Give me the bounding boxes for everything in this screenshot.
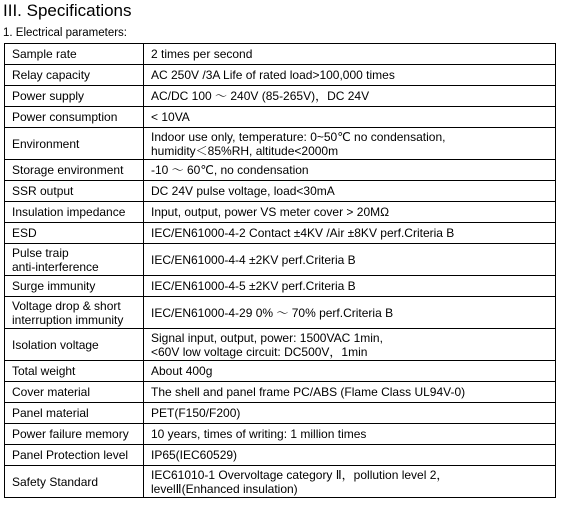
row-label: Power supply [5, 86, 144, 107]
row-label [5, 297, 144, 329]
table-row [5, 276, 556, 297]
row-value: IEC/EN61000-4-4 ±2KV perf.Criteria B [144, 244, 556, 276]
row-value: AC/DC 100 ～ 240V (85-265V)，DC 24V [144, 86, 556, 107]
table-row [5, 223, 556, 244]
row-value: IEC/EN61000-4-29 0% ～ 70% perf.Criteria B [144, 297, 556, 329]
row-value: Input, output, power VS meter cover > 20MΩ [144, 202, 556, 223]
row-value: AC 250V /3A Life of rated load>100,000 times [144, 65, 556, 86]
row-value: The shell and panel frame PC/ABS (Flame Class UL94V-0) [144, 382, 556, 403]
row-label-line: Pulse traip [12, 245, 69, 260]
table-row [5, 160, 556, 181]
row-label: Cover material [5, 382, 144, 403]
table-row [5, 65, 556, 86]
table-row [5, 86, 556, 107]
table-row [5, 361, 556, 382]
row-label: Power consumption [5, 107, 144, 128]
row-value-line: levelⅡ(Enhanced insulation) [151, 481, 298, 496]
row-label: Panel Protection level [5, 445, 144, 466]
table-row [5, 445, 556, 466]
row-label-line: Voltage drop & short [12, 298, 121, 313]
table-row [5, 382, 556, 403]
row-value [144, 329, 556, 361]
row-value: IEC/EN61000-4-5 ±2KV perf.Criteria B [144, 276, 556, 297]
spec-table [4, 43, 556, 498]
row-value-line: Signal input, output, power: 1500VAC 1min, [151, 330, 383, 345]
row-value: 10 years, times of writing: 1 million times [144, 424, 556, 445]
table-row [5, 297, 556, 329]
table-row [5, 128, 556, 160]
row-label: Relay capacity [5, 65, 144, 86]
table-row [5, 424, 556, 445]
row-label: Sample rate [5, 44, 144, 65]
row-value: DC 24V pulse voltage, load<30mA [144, 181, 556, 202]
row-label: Storage environment [5, 160, 144, 181]
table-row [5, 466, 556, 498]
row-value [144, 128, 556, 160]
row-label: Power failure memory [5, 424, 144, 445]
table-row [5, 244, 556, 276]
table-row [5, 107, 556, 128]
row-value: About 400g [144, 361, 556, 382]
row-label: Safety Standard [5, 466, 144, 498]
row-label: Total weight [5, 361, 144, 382]
row-value: 2 times per second [144, 44, 556, 65]
row-label: Environment [5, 128, 144, 160]
row-value-line: humidity＜85%RH, altitude<2000m [151, 143, 339, 158]
row-label: Panel material [5, 403, 144, 424]
row-value: < 10VA [144, 107, 556, 128]
row-label-line: anti-interference [12, 259, 99, 274]
row-value-line: IEC61010-1 Overvoltage category Ⅱ，pollution level 2， [151, 467, 449, 482]
page-title: III. Specifications [3, 1, 132, 20]
row-label: Isolation voltage [5, 329, 144, 361]
row-label: Surge immunity [5, 276, 144, 297]
section-subtitle: 1. Electrical parameters: [3, 27, 127, 39]
table-row [5, 403, 556, 424]
row-value [144, 466, 556, 498]
row-value: PET(F150/F200) [144, 403, 556, 424]
row-label [5, 244, 144, 276]
row-value-line: <60V low voltage circuit: DC500V，1min [151, 344, 368, 359]
table-row [5, 181, 556, 202]
row-value: IEC/EN61000-4-2 Contact ±4KV /Air ±8KV perf.Criteria B [144, 223, 556, 244]
table-row [5, 202, 556, 223]
row-value: -10 ～ 60℃, no condensation [144, 160, 556, 181]
row-label: Insulation impedance [5, 202, 144, 223]
row-value-line: Indoor use only, temperature: 0~50℃ no condensation, [151, 129, 446, 144]
table-row [5, 44, 556, 65]
row-label: ESD [5, 223, 144, 244]
row-label-line: interruption immunity [12, 312, 124, 327]
table-row [5, 329, 556, 361]
row-value: IP65(IEC60529) [144, 445, 556, 466]
row-label: SSR output [5, 181, 144, 202]
